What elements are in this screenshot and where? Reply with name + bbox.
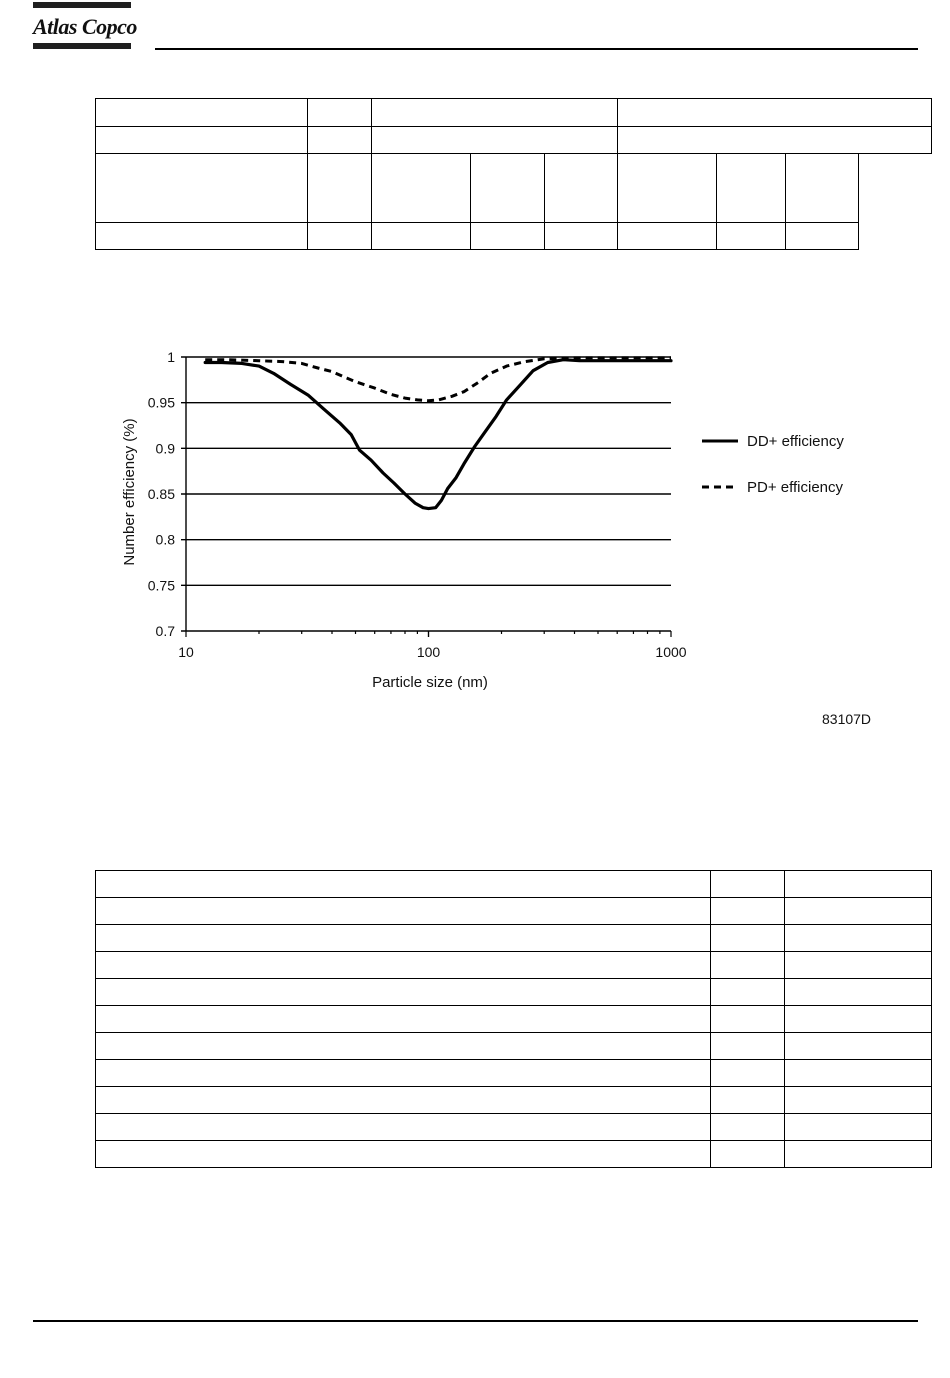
table-cell [785, 925, 932, 952]
table-row [96, 1060, 932, 1087]
table-cell [785, 1141, 932, 1168]
table-cell [618, 223, 717, 250]
table-cell [96, 223, 308, 250]
y-tick-label: 0.8 [155, 531, 175, 548]
table-cell [711, 1033, 785, 1060]
table-cell [785, 1087, 932, 1114]
table-cell [308, 154, 372, 223]
table-row [96, 952, 932, 979]
y-tick-label: 1 [167, 349, 175, 365]
table-row [96, 154, 932, 223]
table-cell [96, 127, 308, 154]
x-tick-label: 1000 [655, 644, 687, 660]
table-cell [711, 898, 785, 925]
table-cell [711, 925, 785, 952]
table-cell [308, 127, 372, 154]
table-cell [96, 1141, 711, 1168]
table-cell [711, 1141, 785, 1168]
table-cell [372, 223, 471, 250]
table-cell [618, 154, 717, 223]
table-row [96, 871, 932, 898]
table-cell [785, 1060, 932, 1087]
table-cell [717, 223, 786, 250]
table-cell [96, 1033, 711, 1060]
table-row [96, 223, 932, 250]
y-axis-label: Number efficiency (%) [121, 418, 138, 566]
table-row [96, 979, 932, 1006]
table-cell [711, 871, 785, 898]
table-cell [96, 1006, 711, 1033]
table-cell [785, 979, 932, 1006]
table-cell [618, 127, 932, 154]
table-cell [96, 952, 711, 979]
table-row [96, 1087, 932, 1114]
chart-series [205, 358, 671, 509]
spec-table-top [95, 98, 932, 250]
table-cell [372, 127, 618, 154]
table-cell [471, 154, 545, 223]
table-cell [785, 871, 932, 898]
logo-bar-bottom [33, 43, 131, 49]
chart-legend [702, 433, 844, 496]
table-cell [786, 154, 859, 223]
table-cell [471, 223, 545, 250]
table-row [96, 127, 932, 154]
table-row [96, 1114, 932, 1141]
table-cell [711, 1087, 785, 1114]
legend-label: DD+ efficiency [747, 433, 844, 450]
table-cell [711, 979, 785, 1006]
table-cell [96, 898, 711, 925]
table-row [96, 1033, 932, 1060]
y-tick-label: 0.75 [147, 577, 175, 594]
table-cell [96, 979, 711, 1006]
y-tick-label: 0.7 [155, 623, 175, 639]
table-cell [96, 1087, 711, 1114]
table-cell [308, 99, 372, 127]
table-cell [372, 99, 618, 127]
table-cell [372, 154, 471, 223]
table-cell [785, 898, 932, 925]
grid-lines [181, 357, 671, 631]
table-row [96, 99, 932, 127]
table-cell [96, 871, 711, 898]
table-row [96, 925, 932, 952]
table-cell [785, 1006, 932, 1033]
figure-code: 83107D [822, 711, 872, 727]
y-tick-label: 0.9 [155, 440, 175, 457]
table-cell [545, 223, 618, 250]
table-row [96, 1006, 932, 1033]
x-axis-label: Particle size (nm) [372, 674, 488, 691]
table-cell [96, 1114, 711, 1141]
logo-bar-top [33, 2, 131, 8]
table-cell [785, 1033, 932, 1060]
y-tick-label: 0.95 [147, 394, 175, 411]
table-cell [96, 1060, 711, 1087]
table-cell [785, 952, 932, 979]
table-cell [96, 154, 308, 223]
table-cell [711, 1060, 785, 1087]
table-cell [96, 925, 711, 952]
table-cell [618, 99, 932, 127]
table-cell [785, 1114, 932, 1141]
x-tick-label: 100 [416, 644, 441, 660]
table-cell [786, 223, 859, 250]
y-tick-label: 0.85 [147, 486, 175, 502]
series-line-pd [205, 358, 671, 401]
table-cell [711, 1006, 785, 1033]
legend-label: PD+ efficiency [747, 479, 844, 496]
header-rule [155, 48, 918, 50]
table-cell [711, 1114, 785, 1141]
table-cell [717, 154, 786, 223]
spec-table-bottom [95, 870, 932, 1168]
table-row [96, 1141, 932, 1168]
x-tick-label: 10 [178, 644, 194, 660]
efficiency-chart [110, 335, 870, 695]
table-row [96, 898, 932, 925]
series-line-dd [205, 360, 671, 509]
footer-rule [33, 1320, 918, 1322]
table-cell [308, 223, 372, 250]
table-cell [711, 952, 785, 979]
table-cell [545, 154, 618, 223]
table-cell [96, 99, 308, 127]
company-logo: Atlas Copco [33, 14, 137, 39]
